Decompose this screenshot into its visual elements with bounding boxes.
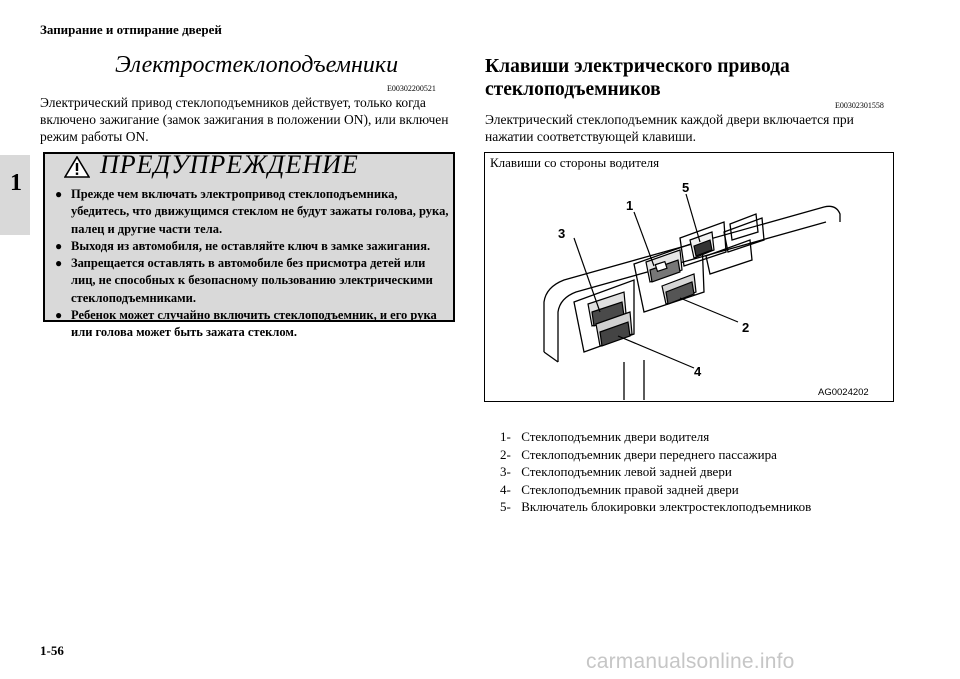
driver-switch-panel-illustration [484, 152, 894, 402]
warning-item: ● Запрещается оставлять в автомобиле без присмотра детей или лиц, не способных к безопасному пользованию электрическими стеклоподъемниками. [55, 255, 450, 307]
legend-number: 2- [500, 446, 511, 462]
section-code: E00302200521 [387, 84, 436, 93]
legend-item [500, 481, 811, 499]
section-title-window-switches: Клавиши электрического привода стеклоподъемников [485, 56, 790, 100]
warning-item: ● Ребенок может случайно включить стеклоподъемник, и его рука или голова может быть зажата стеклом. [55, 307, 450, 342]
chapter-number: 1 [10, 170, 22, 196]
legend-number: 3- [500, 464, 511, 480]
legend-number: 5- [500, 499, 511, 515]
section-body: Электрический привод стеклоподъемников действует, только когда включено зажигание (замок зажигания в положении ON), или включен режим работы ON. [40, 95, 449, 144]
legend-item [500, 428, 811, 446]
figure-code: AG0024202 [818, 387, 869, 398]
legend-text: Включатель блокировки электростеклоподъемников [521, 499, 812, 515]
legend-text: Стеклоподъемник двери переднего пассажира [521, 446, 777, 462]
callout-label: 5 [682, 180, 690, 195]
legend-item [500, 498, 811, 516]
legend-number: 1- [500, 429, 511, 444]
warning-item: ● Выходя из автомобиля, не оставляйте ключ в замке зажигания. [55, 238, 450, 255]
warning-triangle-icon [64, 156, 90, 178]
legend-item [500, 463, 811, 481]
warning-list [55, 186, 450, 342]
legend-text: Стеклоподъемник правой задней двери [521, 481, 739, 497]
page-number: 1-56 [40, 643, 64, 658]
watermark: carmanualsonline.info [586, 650, 795, 673]
section-title-power-windows: Электростеклоподъемники [115, 52, 399, 78]
legend-number: 4- [500, 481, 511, 497]
legend-text: Стеклоподъемник двери водителя [521, 429, 710, 444]
callout-label: 3 [558, 226, 566, 241]
legend-item [500, 446, 811, 464]
warning-title: ПРЕДУПРЕЖДЕНИЕ [100, 150, 359, 179]
callout-label: 2 [742, 320, 750, 335]
callout-label: 1 [626, 198, 634, 213]
callout-label: 4 [694, 364, 702, 379]
running-header: Запирание и отпирание дверей [40, 22, 222, 37]
legend-text: Стеклоподъемник левой задней двери [521, 464, 732, 480]
figure-legend [500, 428, 811, 516]
section-code: E00302301558 [835, 101, 884, 110]
section-body: Электрический стеклоподъемник каждой двери включается при нажатии соответствующей клавиши. [485, 112, 854, 144]
figure-caption: Клавиши со стороны водителя [490, 155, 660, 170]
warning-item: ● Прежде чем включать электропривод стеклоподъемника, убедитесь, что движущимся стеклом не будут зажаты голова, рука, палец и другие части тела. [55, 186, 450, 238]
